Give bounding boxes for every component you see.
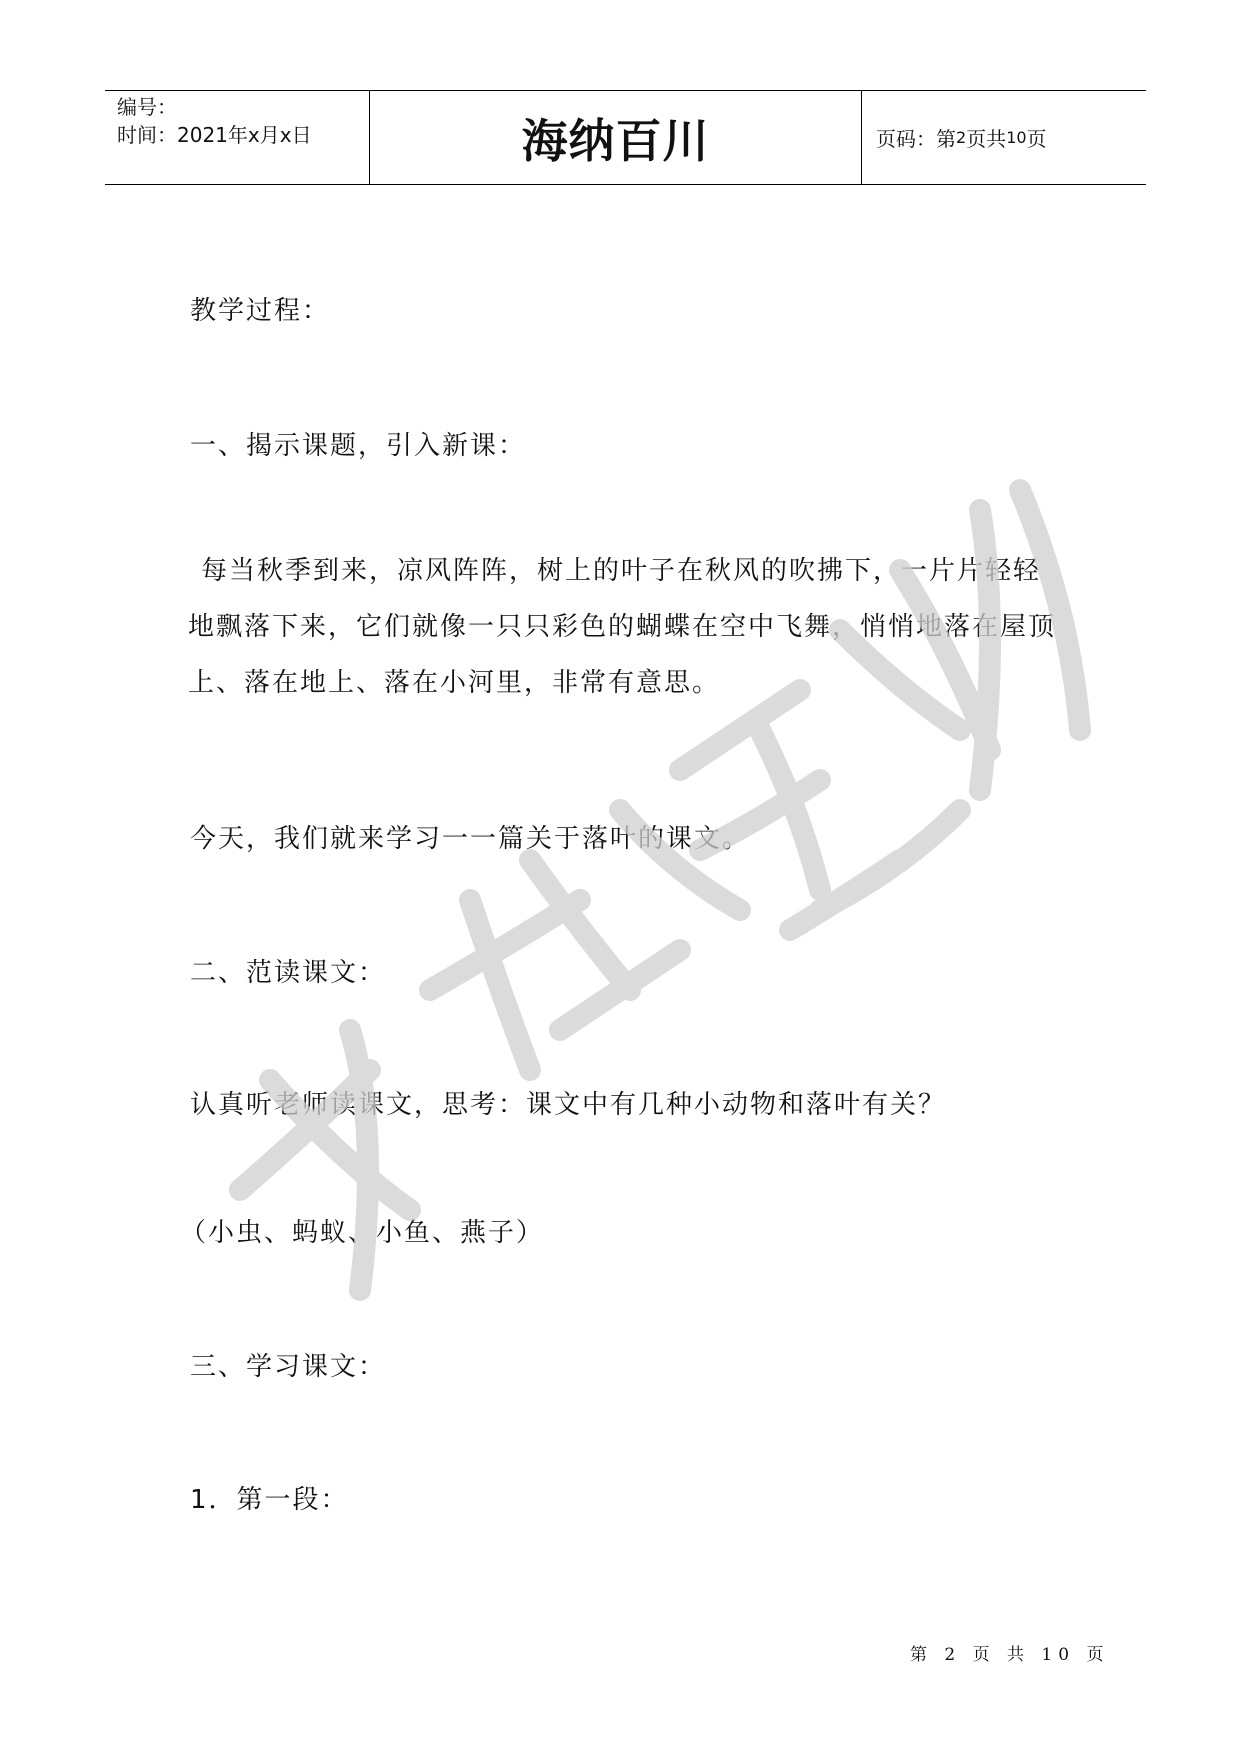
page-current: 2 <box>956 128 967 147</box>
page-prefix: 页码：第 <box>876 127 956 151</box>
list-item-first-section: 1．第一段： <box>190 1485 349 1515</box>
company-name: 海纳百川 <box>370 91 862 184</box>
section-title: 教学过程： <box>190 296 331 326</box>
paragraph-autumn: 每当秋季到来，凉风阵阵，树上的叶子在秋风的吹拂下，一片片轻轻地飘落下来，它们就像一只只彩色的蝴蝶在空中飞舞，悄悄地落在屋顶上、落在地上、落在小河里，非常有意思。 <box>188 556 1057 698</box>
paragraph-question: 认真听老师读课文，思考：课文中有几种小动物和落叶有关？ <box>190 1090 947 1120</box>
document-header <box>105 90 1146 185</box>
watermark-label: 严禁复制 <box>200 415 265 434</box>
paragraph-answer: （小虫、蚂蚁、小鱼、燕子） <box>180 1218 545 1248</box>
page-number-label <box>862 91 1146 184</box>
page-footer: 第 2 页 共 10 页 <box>910 1645 1110 1665</box>
document-time-label: 时间：2021年x月x日 <box>117 123 312 147</box>
heading-reveal-topic: 一、揭示课题，引入新课： <box>190 431 527 461</box>
heading-learn-text: 三、学习课文： <box>190 1352 387 1382</box>
page-suffix: 页 <box>1026 127 1047 151</box>
paragraph-today: 今天，我们就来学习一一篇关于落叶的课文。 <box>190 824 751 854</box>
header-meta <box>105 91 370 184</box>
page-middle: 页共 <box>966 127 1007 151</box>
document-number-label: 编号： <box>117 95 177 119</box>
page-total: 10 <box>1006 128 1027 147</box>
heading-model-reading: 二、范读课文： <box>190 958 387 988</box>
